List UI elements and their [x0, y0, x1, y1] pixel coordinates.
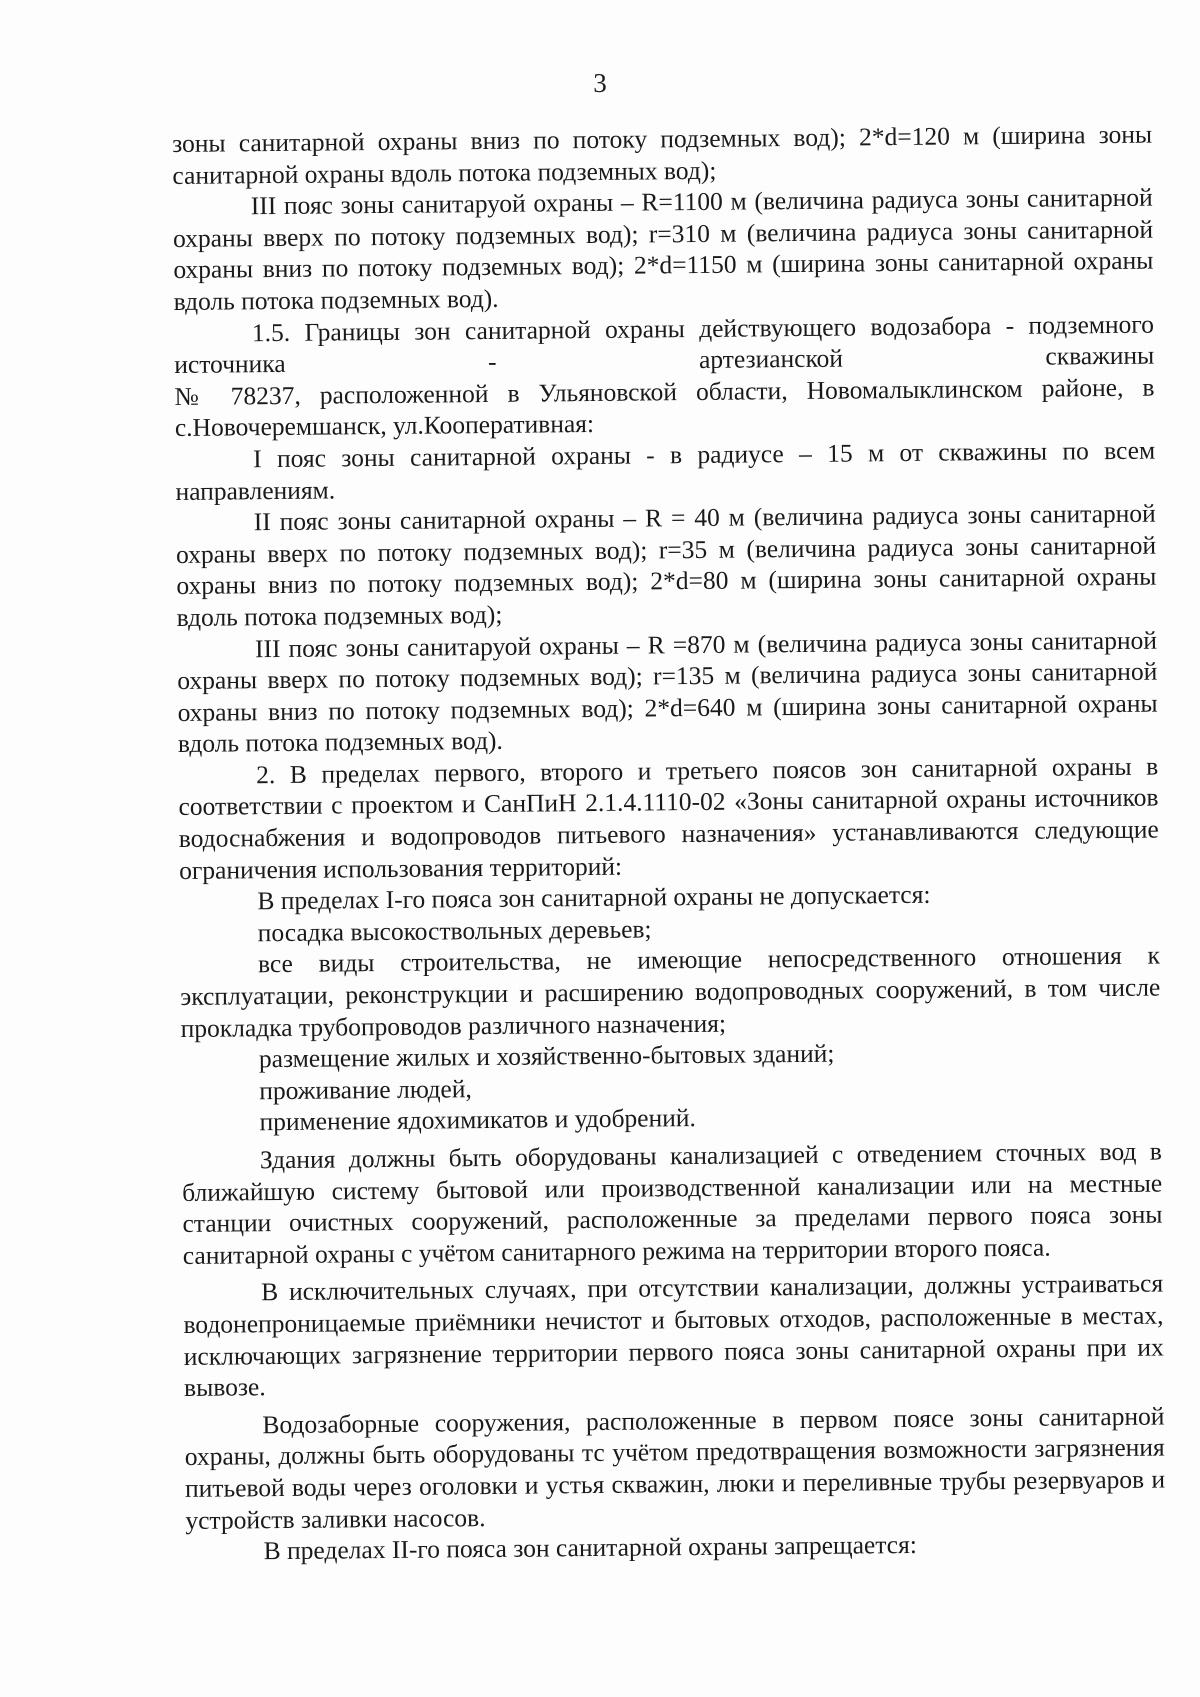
paragraph-section-2: 2. В пределах первого, второго и третьего поясов зон санитарной охраны в соответствии с проектом и СанПиН 2.1.4.1110-02 «Зоны санитарной охраны источников водоснабжения и водопроводов питьевого назначения» устанавливаются следующие ограничения использования территорий:	[178, 751, 1159, 885]
list-item-trees: посадка высокоствольных деревьев;	[257, 914, 652, 948]
paragraph-continuation: зоны санитарной охраны вниз по потоку подземных вод); 2*d=120 м (ширина зоны санитарной охраны вдоль потока подземных вод);	[172, 119, 1153, 190]
paragraph-water-intake: Водозаборные сооружения, расположенные в первом поясе зоны санитарной охраны, должны быть оборудованы тс учётом предотвращения возможности загрязнения питьевой воды через оголовки и устья скважин, люки и переливные трубы резервуаров и устройств заливки насосов.	[184, 1401, 1166, 1535]
list-item-construction: все виды строительства, не имеющие непосредственного отношения к эксплуатации, реконструкции и расширению водопроводных сооружений, в том числе прокладка трубопроводов различного назначения;	[180, 940, 1161, 1043]
paragraph-belt-2: II пояс зоны санитарной охраны – R = 40 м (величина радиуса зоны санитарной охраны вверх по потоку подземных вод); r=35 м (величина радиуса зоны санитарной охраны вниз по потоку подземных вод); 2*d=80 м (ширина зоны санитарной охраны вдоль потока подземных вод);	[175, 498, 1157, 632]
paragraph-belt-1-restrictions-heading: В пределах I-го пояса зон санитарной охраны не допускается:	[257, 880, 931, 916]
paragraph-belt-1: I пояс зоны санитарной охраны - в радиусе – 15 м от скважины по всем направлениям.	[175, 435, 1156, 506]
paragraph-sewerage: Здания должны быть оборудованы канализацией с отведением сточных вод в ближайшую систему бытовой или производственной канализации или на местные станции очистных сооружений, расположенные за пределами первого пояса зоны санитарной охраны с учётом санитарного режима на территории второго пояса.	[182, 1136, 1163, 1270]
list-item-chemicals: применение ядохимикатов и удобрений.	[259, 1103, 696, 1137]
document-body	[172, 119, 1166, 1568]
paragraph-belt-3: III пояс зоны санитаруой охраны – R =870 м (величина радиуса зоны санитарной охраны вверх по потоку подземных вод); r=135 м (величина радиуса зоны санитарной охраны вниз по потоку подземных вод); 2*d=640 м (ширина зоны санитарной охраны вдоль потока подземных вод).	[177, 625, 1158, 759]
list-item-buildings: размещение жилых и хозяйственно-бытовых зданий;	[258, 1038, 835, 1074]
page-number: 3	[593, 68, 607, 98]
paragraph-belt-3-first-source: III пояс зоны санитаруой охраны – R=1100 м (величина радиуса зоны санитарной охраны вверх по потоку подземных вод); r=310 м (величина радиуса зоны санитарной охраны вниз по потоку подземных вод); 2*d=1150 м (ширина зоны санитарной охраны вдоль потока подземных вод).	[172, 182, 1154, 316]
paragraph-belt-2-restrictions-heading: В пределах II-го пояса зон санитарной охраны запрещается:	[263, 1530, 917, 1566]
paragraph-section-1-5: 1.5. Границы зон санитарной охраны действующего водозабора - подземного источника - артезианской скважины	[174, 309, 1155, 380]
paragraph-well-location: № 78237, расположенной в Ульяновской области, Новомалыклинском районе, в с.Новочеремшанск, ул.Кооперативная:	[174, 372, 1155, 443]
paragraph-exceptional-cases: В исключительных случаях, при отсутствии канализации, должны устраиваться водонепроницаемые приёмники нечистот и бытовых отходов, расположенные в местах, исключающих загрязнение территории первого пояса зоны санитарной охраны при их вывозе.	[183, 1268, 1164, 1403]
list-item-residence: проживание людей,	[259, 1073, 472, 1106]
